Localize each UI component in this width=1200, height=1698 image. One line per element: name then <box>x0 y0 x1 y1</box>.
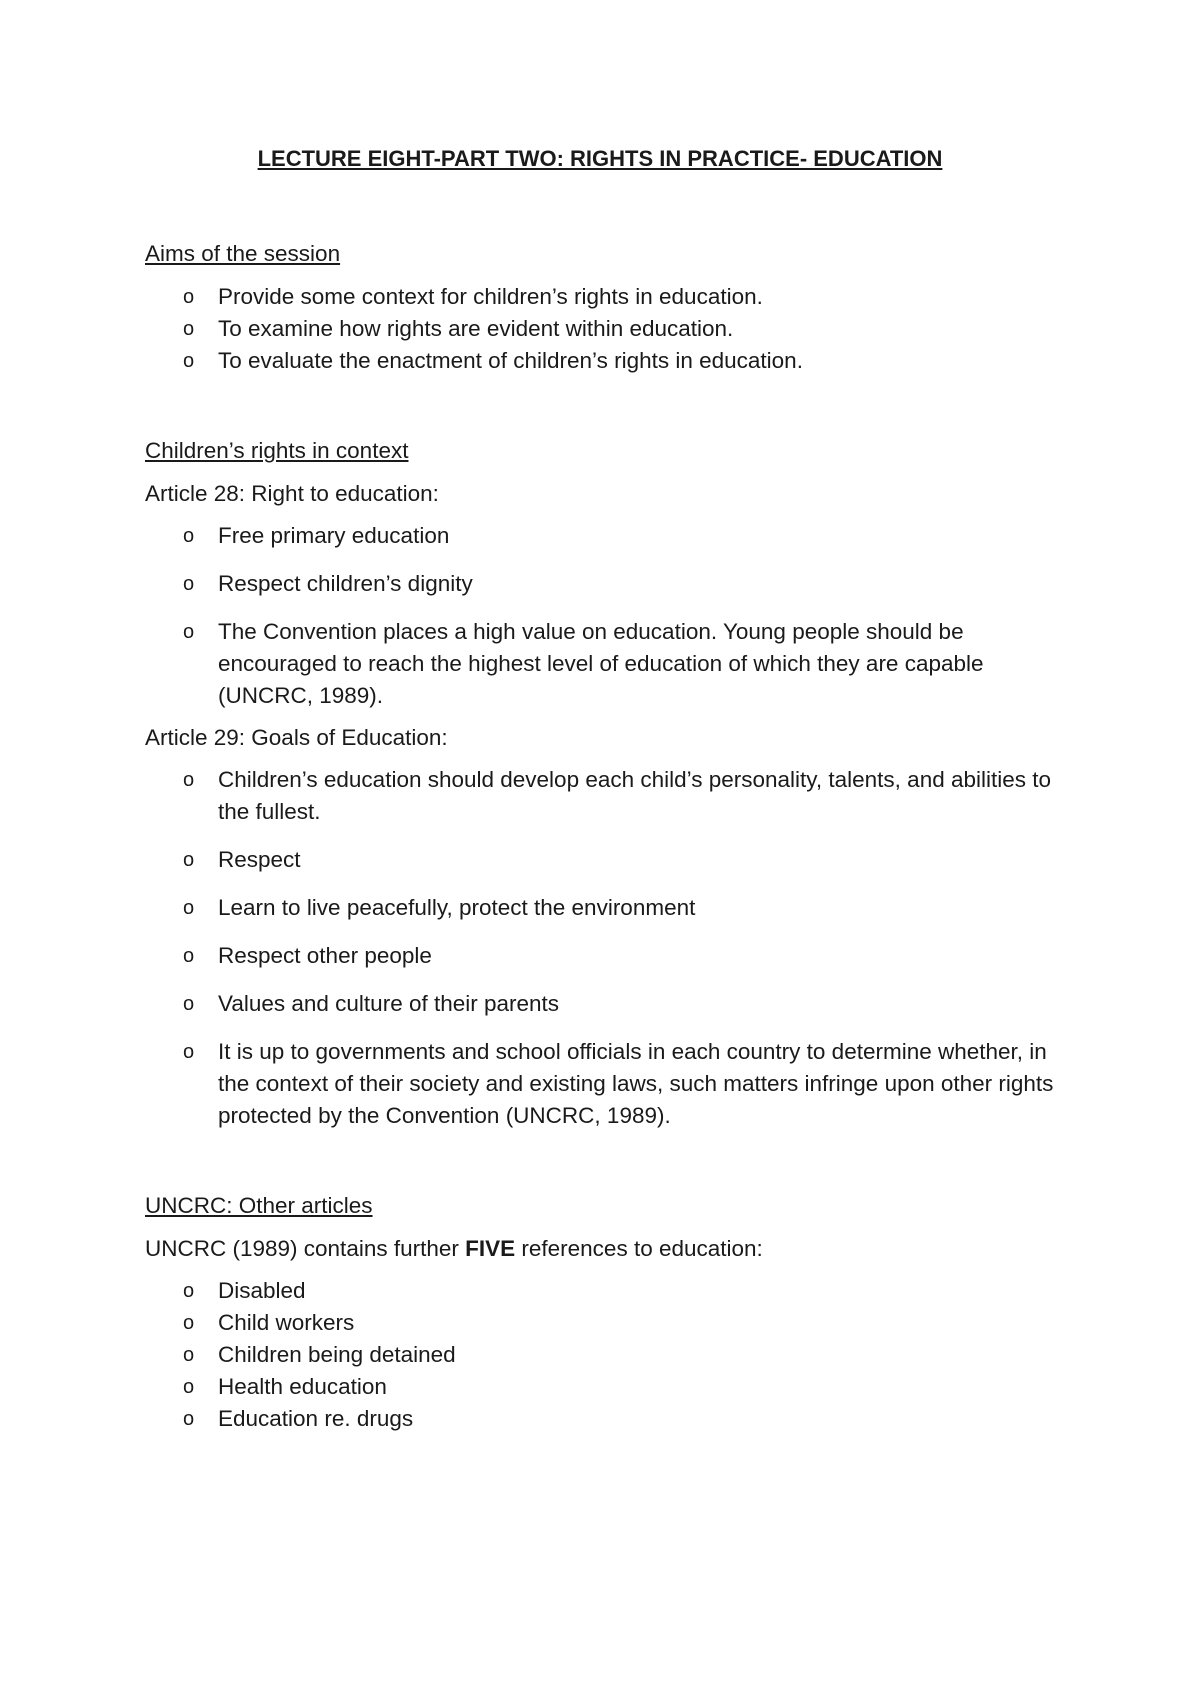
uncrc-intro-text: UNCRC (1989) contains further <box>145 1236 466 1261</box>
bullet-icon: o <box>183 769 195 791</box>
list-item <box>145 281 1075 313</box>
list-item <box>145 764 1075 828</box>
bullet-icon: o <box>183 945 195 967</box>
list-item-text: Health education <box>218 1374 387 1399</box>
bullet-icon: o <box>183 525 195 547</box>
article-29-list <box>145 764 1075 1132</box>
list-item <box>145 1403 1075 1435</box>
list-item-text: Child workers <box>218 1310 355 1335</box>
list-item-text: Learn to live peacefully, protect the environment <box>218 895 696 920</box>
list-item <box>145 1371 1075 1403</box>
list-item-text: The Convention places a high value on education. Young people should be encouraged to reach the highest level of education of which they are capable (UNCRC, 1989). <box>218 619 984 708</box>
list-item <box>145 1307 1075 1339</box>
bullet-icon: o <box>183 1344 195 1366</box>
bullet-icon: o <box>183 1280 195 1302</box>
list-item-text: Education re. drugs <box>218 1406 414 1431</box>
aims-list <box>145 281 1075 377</box>
bullet-icon: o <box>183 1312 195 1334</box>
spacer <box>145 377 1075 435</box>
list-item-text: To evaluate the enactment of children’s rights in education. <box>218 348 803 373</box>
bullet-icon: o <box>183 318 195 340</box>
uncrc-list <box>145 1275 1075 1435</box>
article-28-label: Article 28: Right to education: <box>145 481 439 506</box>
bullet-icon: o <box>183 1408 195 1430</box>
list-item-text: Children being detained <box>218 1342 456 1367</box>
bullet-icon: o <box>183 1376 195 1398</box>
list-item-text: Values and culture of their parents <box>218 991 560 1016</box>
list-item <box>145 568 1075 600</box>
article-29-label: Article 29: Goals of Education: <box>145 725 448 750</box>
list-item <box>145 1339 1075 1371</box>
list-item-text: To examine how rights are evident within education. <box>218 316 734 341</box>
bullet-icon: o <box>183 993 195 1015</box>
page-title: LECTURE EIGHT-PART TWO: RIGHTS IN PRACTICE- EDUCATION <box>257 146 943 171</box>
list-item <box>145 520 1075 552</box>
bullet-icon: o <box>183 849 195 871</box>
aims-heading: Aims of the session <box>145 241 341 266</box>
document-body <box>145 238 1075 1435</box>
bullet-icon: o <box>183 350 195 372</box>
list-item-text: Disabled <box>218 1278 306 1303</box>
list-item <box>145 1275 1075 1307</box>
list-item-text: Free primary education <box>218 523 450 548</box>
list-item-text: Provide some context for children’s rights in education. <box>218 284 763 309</box>
list-item-text: Respect children’s dignity <box>218 571 473 596</box>
list-item <box>145 616 1075 712</box>
bullet-icon: o <box>183 897 195 919</box>
article-28-list <box>145 520 1075 712</box>
uncrc-intro-text: references to education: <box>515 1236 763 1261</box>
list-item <box>145 892 1075 924</box>
bullet-icon: o <box>183 286 195 308</box>
bullet-icon: o <box>183 1041 195 1063</box>
list-item-text: Respect other people <box>218 943 432 968</box>
spacer <box>145 1132 1075 1190</box>
list-item <box>145 345 1075 377</box>
list-item <box>145 988 1075 1020</box>
list-item-text: Children’s education should develop each child’s personality, talents, and abilities to the fullest. <box>218 767 1052 824</box>
bullet-icon: o <box>183 573 195 595</box>
list-item-text: Respect <box>218 847 301 872</box>
uncrc-heading: UNCRC: Other articles <box>145 1193 373 1218</box>
uncrc-intro <box>145 1233 1075 1265</box>
list-item-text: It is up to governments and school officials in each country to determine whether, in the context of their society and existing laws, such matters infringe upon other rights protected by the Convention (UNCRC, 1989). <box>218 1039 1054 1128</box>
context-heading: Children’s rights in context <box>145 438 409 463</box>
list-item <box>145 940 1075 972</box>
bullet-icon: o <box>183 621 195 643</box>
list-item <box>145 313 1075 345</box>
list-item <box>145 844 1075 876</box>
list-item <box>145 1036 1075 1132</box>
uncrc-intro-emphasis: FIVE <box>465 1236 516 1261</box>
